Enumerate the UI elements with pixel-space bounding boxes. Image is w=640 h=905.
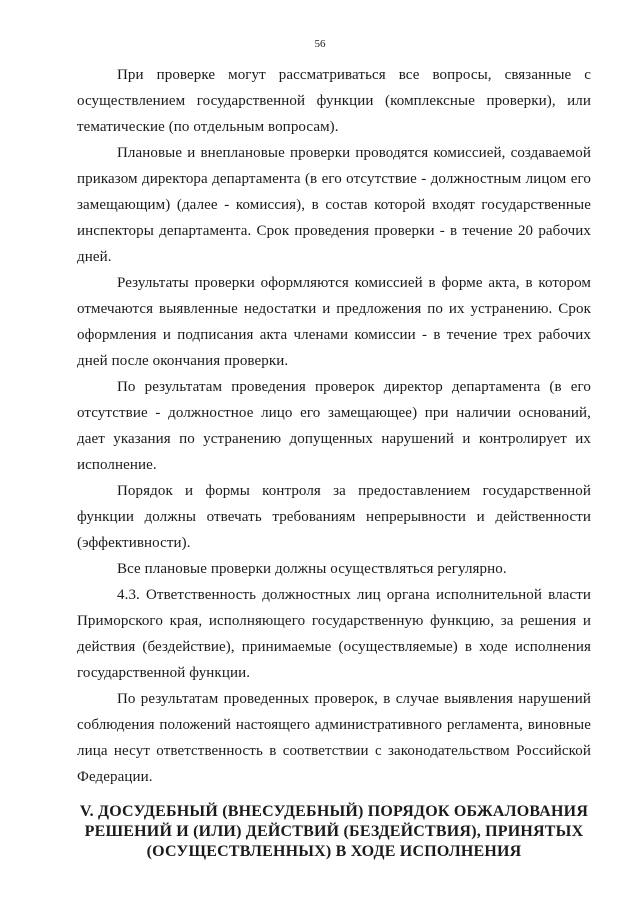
section-heading-line-2: РЕШЕНИЙ И (ИЛИ) ДЕЙСТВИЙ (БЕЗДЕЙСТВИЯ), ПРИНЯТЫХ xyxy=(84,823,584,840)
paragraph-liability: По результатам проведенных проверок, в случае выявления нарушений соблюдения положений настоящего административного регламента, виновные лица несут ответственность в соответствии с законодательством Российской Федерации. xyxy=(77,691,591,785)
paragraph-section-4-3: 4.3. Ответственность должностных лиц органа исполнительной власти Приморского края, исполняющего государственную функцию, за решения и действия (бездействие), принимаемые (осуществляемые) в ходе исполнения государственной функции. xyxy=(77,587,591,681)
section-v-heading xyxy=(77,802,591,862)
paragraph-director-instructions: По результатам проведения проверок директор департамента (в его отсутствие - должностное лицо его замещающее) при наличии оснований, дает указания по устранению допущенных нарушений и контролирует их исполнение. xyxy=(77,379,591,473)
paragraph-inspection-scope: При проверке могут рассматриваться все вопросы, связанные с осуществлением государственной функции (комплексные проверки), или тематические (по отдельным вопросам). xyxy=(77,67,591,135)
paragraph-control-forms: Порядок и формы контроля за предоставлением государственной функции должны отвечать требованиям непрерывности и действенности (эффективности). xyxy=(77,483,591,551)
paragraph-inspection-commission: Плановые и внеплановые проверки проводятся комиссией, создаваемой приказом директора департамента (в его отсутствие - должностным лицом его замещающим) (далее - комиссия), в состав которой входят государственные инспекторы департамента. Срок проведения проверки - в течение 20 рабочих дней. xyxy=(77,145,591,265)
document-body xyxy=(77,62,591,862)
section-heading-line-3: (ОСУЩЕСТВЛЕННЫХ) В ХОДЕ ИСПОЛНЕНИЯ xyxy=(146,843,522,860)
paragraph-regular-inspections: Все плановые проверки должны осуществляться регулярно. xyxy=(117,561,507,577)
section-heading-line-1: V. ДОСУДЕБНЫЙ (ВНЕСУДЕБНЫЙ) ПОРЯДОК ОБЖАЛОВАНИЯ xyxy=(79,803,589,820)
page-number: 56 xyxy=(314,38,326,50)
paragraph-inspection-results: Результаты проверки оформляются комиссией в форме акта, в котором отмечаются выявленные недостатки и предложения по их устранению. Срок оформления и подписания акта членами комиссии - в течение трех рабочих дней после окончания проверки. xyxy=(77,275,591,369)
